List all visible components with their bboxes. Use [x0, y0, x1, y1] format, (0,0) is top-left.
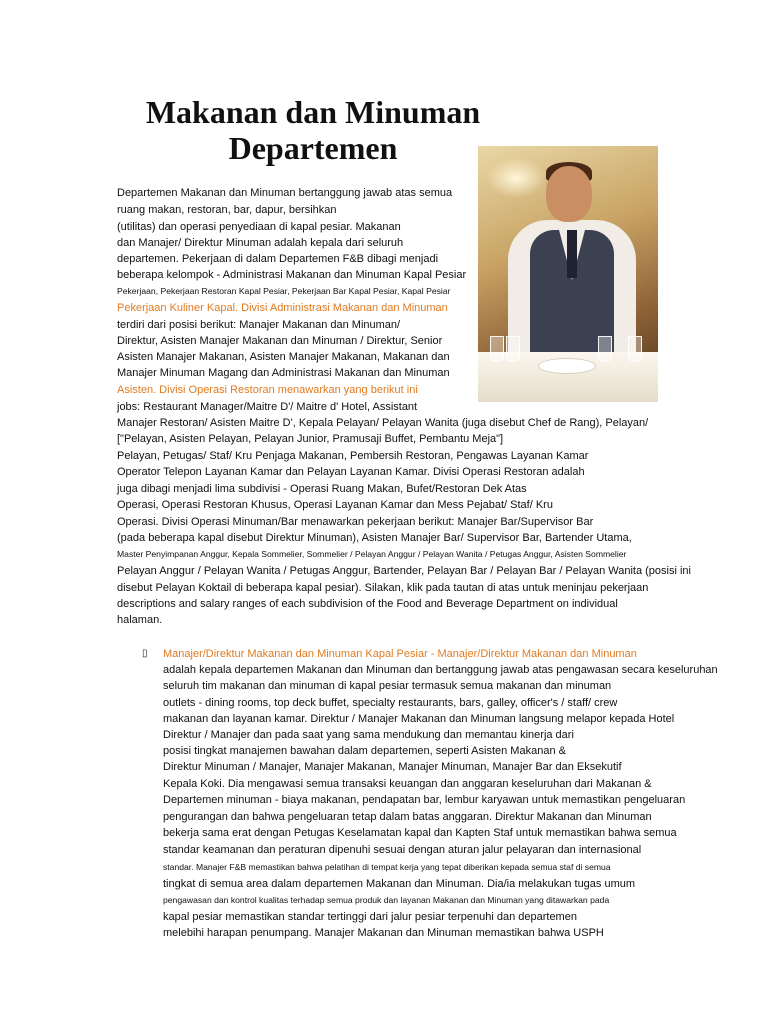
intro-text-line-7: Pekerjaan, Pekerjaan Restoran Kapal Pesiar, Pekerjaan Bar Kapal Pesiar, Kapal Pesiar	[117, 286, 451, 296]
intro-text-line-8: Pekerjaan Kuliner Kapal. Divisi Administrasi Makanan dan Minuman	[117, 302, 448, 314]
intro-text-line-2: ruang makan, restoran, bar, dapur, bersihkan	[117, 204, 337, 216]
intro-text-line-19: juga dibagi menjadi lima subdivisi - Operasi Ruang Makan, Bufet/Restoran Dek Atas	[117, 483, 527, 495]
intro-text-line-5: departemen. Pekerjaan di dalam Departemen F&B dibagi menjadi	[117, 253, 439, 265]
intro-text-line-20: Operasi, Operasi Restoran Khusus, Operasi Layanan Kamar dan Mess Pejabat/ Staf/ Kru	[117, 499, 553, 511]
intro-text-line-22: (pada beberapa kapal disebut Direktur Minuman), Asisten Manajer Bar/ Supervisor Bar, Bartender Utama,	[117, 532, 632, 544]
intro-text-line-3: (utilitas) dan operasi penyediaan di kapal pesiar. Makanan	[117, 221, 401, 233]
bullet-text-line-16: pengawasan dan kontrol kualitas terhadap semua produk dan layanan Makanan dan Minuman yang ditawarkan pada	[163, 895, 610, 905]
intro-text-line-15: Manajer Restoran/ Asisten Maitre D', Kepala Pelayan/ Pelayan Wanita (juga disebut Chef de Rang), Pelayan/	[117, 417, 649, 429]
intro-text-line-27: halaman.	[117, 614, 163, 626]
bullet-text-line-14: standar. Manajer F&B memastikan bahwa pelatihan di tempat kerja yang tepat diberikan kepada semua staf di semua	[163, 862, 611, 872]
intro-text-line-10: Direktur, Asisten Manajer Makanan dan Minuman / Direktur, Senior	[117, 335, 443, 347]
bullet-text-line-13: standar keamanan dan peraturan dipenuhi sesuai dengan aturan jalur pelayaran dan internasional	[163, 844, 642, 856]
bullet-text-line-3: seluruh tim makanan dan minuman di kapal pesiar termasuk semua makanan dan minuman	[163, 680, 612, 692]
intro-text-line-24: Pelayan Anggur / Pelayan Wanita / Petugas Anggur, Bartender, Pelayan Bar / Pelayan Bar / Pelayan Wanita (posisi ini	[117, 565, 691, 577]
intro-text-line-25: disebut Pelayan Koktail di beberapa kapal pesiar). Silakan, klik pada tautan di atas untuk meninjau pekerjaan	[117, 582, 649, 594]
intro-text-line-13: Asisten. Divisi Operasi Restoran menawarkan yang berikut ini	[117, 384, 418, 396]
intro-text-line-9: terdiri dari posisi berikut: Manajer Makanan dan Minuman/	[117, 319, 401, 331]
bullet-box-icon: ▯	[142, 648, 148, 659]
bullet-text-line-18: melebihi harapan penumpang. Manajer Makanan dan Minuman memastikan bahwa USPH	[163, 927, 604, 939]
intro-text-line-18: Operator Telepon Layanan Kamar dan Pelayan Layanan Kamar. Divisi Operasi Restoran adalah	[117, 466, 585, 478]
bullet-text-line-15: tingkat di semua area dalam departemen Makanan dan Minuman. Dia/ia melakukan tugas umum	[163, 878, 636, 890]
bullet-text-line-1: Manajer/Direktur Makanan dan Minuman Kapal Pesiar - Manajer/Direktur Makanan dan Minuman	[163, 648, 637, 660]
bullet-text-line-8: Direktur Minuman / Manajer, Manajer Makanan, Manajer Minuman, Manajer Bar dan Eksekutif	[163, 761, 622, 773]
page-title-line-1: Makanan dan Minuman	[145, 94, 481, 130]
bullet-text-line-2: adalah kepala departemen Makanan dan Minuman dan bertanggung jawab atas pengawasan secara keseluruhan	[163, 664, 718, 676]
bullet-text-line-11: pengurangan dan bahwa pengeluaran tetap dalam batas anggaran. Direktur Makanan dan Minuman	[163, 811, 652, 823]
bullet-text-line-17: kapal pesiar memastikan standar tertinggi dari jalur pesiar terpenuhi dan departemen	[163, 911, 577, 923]
bullet-text-line-7: posisi tingkat manajemen bawahan dalam departemen, seperti Asisten Makanan &	[163, 745, 566, 757]
intro-text-line-1: Departemen Makanan dan Minuman bertanggung jawab atas semua	[117, 187, 453, 199]
intro-text-line-6: beberapa kelompok - Administrasi Makanan dan Minuman Kapal Pesiar	[117, 269, 467, 281]
bullet-text-line-5: makanan dan layanan kamar. Direktur / Manajer Makanan dan Minuman langsung melapor kepada Hotel	[163, 713, 675, 725]
bullet-text-line-9: Kepala Koki. Dia mengawasi semua transaksi keuangan dan anggaran keseluruhan dari Makanan &	[163, 778, 652, 790]
intro-text-line-26: descriptions and salary ranges of each subdivision of the Food and Beverage Department on individual	[117, 598, 618, 610]
intro-text-line-4: dan Manajer/ Direktur Minuman adalah kepala dari seluruh	[117, 237, 404, 249]
bullet-text-line-6: Direktur / Manajer dan pada saat yang sama mendukung dan memantau kinerja dari	[163, 729, 574, 741]
intro-text-line-11: Asisten Manajer Makanan, Asisten Manajer Makanan, Makanan dan	[117, 351, 450, 363]
intro-text-line-16: ["Pelayan, Asisten Pelayan, Pelayan Junior, Pramusaji Buffet, Pembantu Meja"]	[117, 433, 504, 445]
bullet-text-line-4: outlets - dining rooms, top deck buffet, specialty restaurants, bars, galley, officer's / staff/ crew	[163, 697, 618, 709]
intro-text-line-12: Manajer Minuman Magang dan Administrasi Makanan dan Minuman	[117, 367, 450, 379]
intro-text-line-17: Pelayan, Petugas/ Staf/ Kru Penjaga Makanan, Pembersih Restoran, Pengawas Layanan Kamar	[117, 450, 589, 462]
intro-text-line-21: Operasi. Divisi Operasi Minuman/Bar menawarkan pekerjaan berikut: Manajer Bar/Supervisor Bar	[117, 516, 594, 528]
page-title-line-2: Departemen	[228, 130, 398, 166]
bullet-text-line-10: Departemen minuman - biaya makanan, pendapatan bar, lembur karyawan untuk memastikan pengeluaran	[163, 794, 686, 806]
bullet-text-line-12: bekerja sama erat dengan Petugas Keselamatan kapal dan Kapten Staf untuk memastikan bahwa semua	[163, 827, 677, 839]
intro-text-line-14: jobs: Restaurant Manager/Maitre D'/ Maitre d' Hotel, Assistant	[117, 401, 418, 413]
intro-text-line-23: Master Penyimpanan Anggur, Kepala Sommelier, Sommelier / Pelayan Anggur / Pelayan Wanita / Petugas Anggur, Asisten Sommelier	[117, 549, 627, 559]
